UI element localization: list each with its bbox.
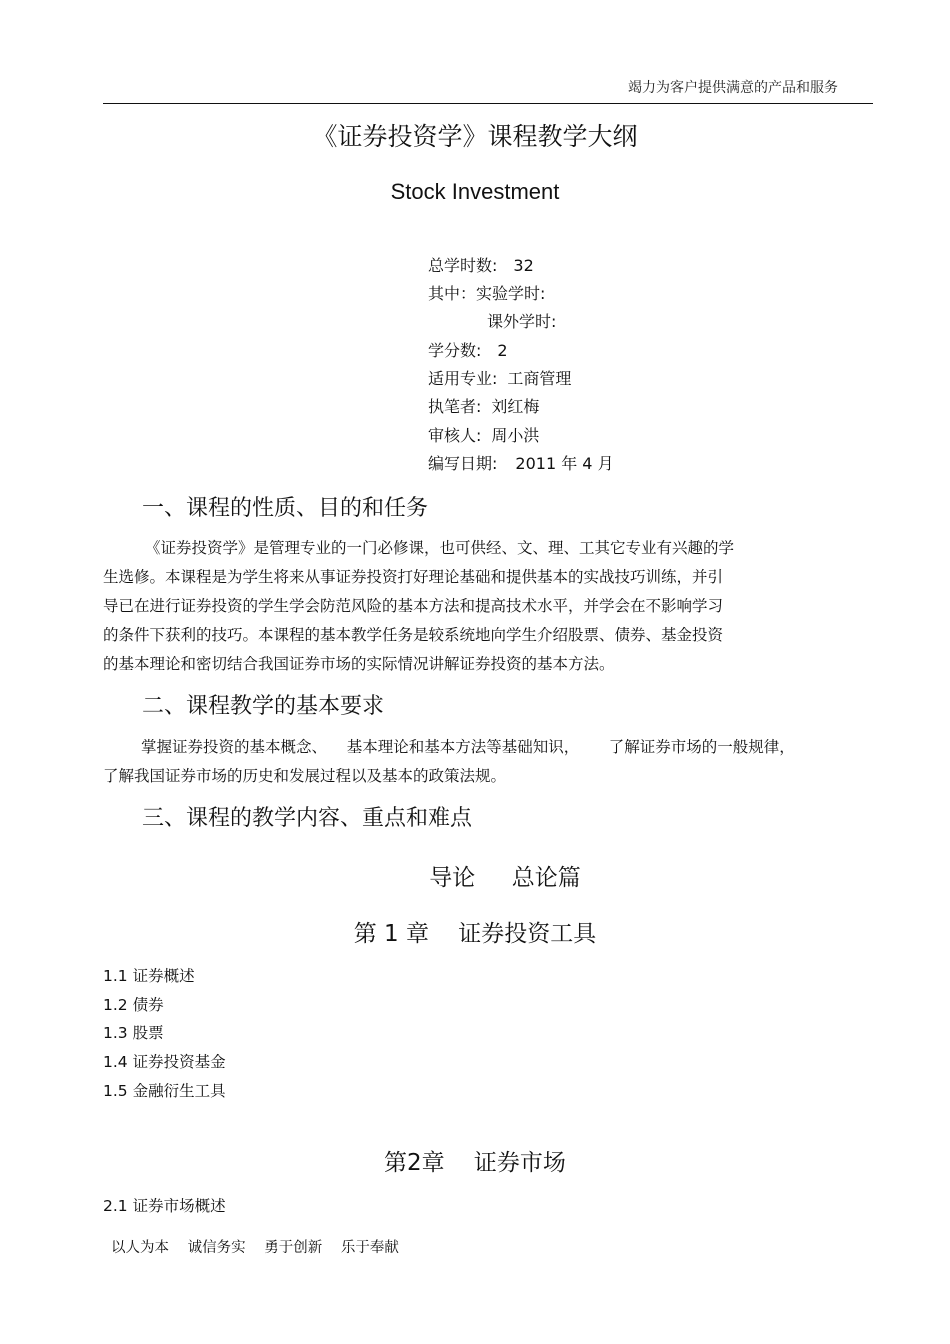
meta-total-hours-value: 32 — [513, 256, 534, 275]
toc-item: 1.4 证券投资基金 — [103, 1053, 226, 1071]
paragraph-line: 掌握证券投资的基本概念、 基本理论和基本方法等基础知识， 了解证券市场的一般规律， — [141, 738, 795, 756]
footer-motto-item: 勇于创新 — [264, 1240, 323, 1256]
meta-reviewer — [428, 423, 539, 446]
footer-motto-item: 乐于奉献 — [340, 1240, 399, 1256]
header-slogan: 竭力为客户提供满意的产品和服务 — [628, 80, 838, 96]
section-2-heading: 二、课程教学的基本要求 — [142, 694, 385, 719]
toc-item: 2.1 证券市场概述 — [103, 1197, 226, 1215]
document-title: 《证券投资学》课程教学大纲 — [312, 122, 638, 151]
meta-author — [428, 394, 539, 417]
toc-item: 1.1 证券概述 — [103, 967, 195, 985]
meta-major-label: 适用专业: — [428, 369, 498, 388]
section-3-heading: 三、课程的教学内容、重点和难点 — [142, 806, 473, 831]
toc-item: 1.2 债券 — [103, 996, 164, 1014]
paragraph-line: 的条件下获利的技巧。本课程的基本教学任务是较系统地向学生介绍股票、债券、基金投资 — [103, 626, 724, 644]
meta-extra-hours-label: 课外学时: — [487, 312, 557, 331]
paragraph-line: 的基本理论和密切结合我国证券市场的实际情况讲解证券投资的基本方法。 — [103, 655, 615, 673]
footer-motto — [111, 1236, 413, 1257]
section-1-paragraph — [103, 534, 803, 679]
paragraph-line: 导已在进行证券投资的学生学会防范风险的基本方法和提高技术水平，并学会在不影响学习 — [103, 597, 724, 615]
footer-motto-item: 以人为本 — [111, 1240, 169, 1256]
meta-major-value: 工商管理 — [507, 369, 572, 388]
meta-date — [428, 451, 614, 474]
meta-author-label: 执笔者: — [428, 397, 482, 416]
header-divider — [103, 103, 873, 104]
paragraph-line: 了解我国证券市场的历史和发展过程以及基本的政策法规。 — [103, 767, 507, 785]
toc-item: 1.5 金融衍生工具 — [103, 1082, 226, 1100]
part-title: 导论 总论篇 — [429, 865, 581, 891]
meta-reviewer-label: 审核人: — [428, 426, 482, 445]
meta-major — [428, 366, 571, 389]
meta-credits — [428, 338, 508, 361]
section-2-paragraph — [103, 733, 803, 791]
chapter-2-title: 第2章 证券市场 — [384, 1150, 566, 1176]
footer-motto-item: 诚信务实 — [187, 1240, 246, 1256]
chapter-1-title: 第 1 章 证券投资工具 — [353, 921, 597, 947]
meta-reviewer-value: 周小洪 — [491, 426, 540, 445]
meta-author-value: 刘红梅 — [491, 397, 540, 416]
paragraph-line: 《证券投资学》是管理专业的一门必修课，也可供经、文、理、工其它专业有兴趣的学 — [145, 539, 735, 557]
meta-lab-hours-label: 其中：实验学时: — [428, 284, 546, 303]
section-1-heading: 一、课程的性质、目的和任务 — [142, 496, 429, 521]
paragraph-line: 生选修。本课程是为学生将来从事证券投资打好理论基础和提供基本的实战技巧训练，并引 — [103, 568, 724, 586]
toc-item: 1.3 股票 — [103, 1024, 164, 1042]
meta-date-label: 编写日期: — [428, 454, 498, 473]
meta-total-hours — [428, 253, 534, 276]
document-subtitle: Stock Investment — [390, 179, 560, 204]
meta-credits-label: 学分数: — [428, 341, 482, 360]
meta-date-value: 2011 年 4 月 — [515, 454, 614, 473]
meta-credits-value: 2 — [497, 341, 508, 360]
meta-total-hours-label: 总学时数: — [428, 256, 498, 275]
